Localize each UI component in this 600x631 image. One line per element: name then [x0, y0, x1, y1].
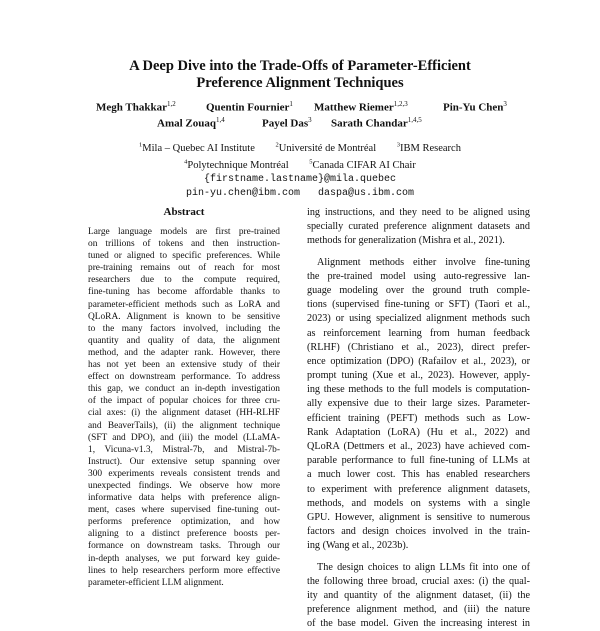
text-line: a much lower cost. This has enabled researchers — [307, 469, 530, 481]
email-line-2: pin-yu.chen@ibm.com daspa@us.ibm.com — [185, 188, 415, 199]
text-line: tions (supervised fine-tuning or SFT) (Taori et al., — [307, 299, 530, 311]
text-line: fine-tuning has become affordable thanks to — [88, 287, 280, 298]
text-line: ence optimization (DPO) (Rafailov et al., 2023), or — [307, 355, 530, 367]
affiliation-line-2 — [0, 156, 600, 174]
text-line: unexpected findings. We observe how more — [88, 480, 280, 491]
author: Pin-Yu Chen$^3$ — [443, 100, 507, 114]
text-line: method, and the adapter rank. However, there — [88, 347, 280, 358]
author-row-1 — [0, 96, 600, 112]
abstract-heading: Abstract — [163, 206, 205, 218]
text-line: Instruct). Our extensive setup spanning over — [88, 456, 280, 467]
text-line: the pre-trained model using auto-regressive lan- — [307, 270, 530, 282]
text-line: Rank Adaptation (LoRA) (Hu et al., 2022) and — [307, 426, 530, 438]
title-line-1: A Deep Dive into the Trade-Offs of Parameter-Efficient — [129, 58, 471, 74]
text-line: this gap, we conduct an in-depth investigation — [88, 384, 280, 395]
text-line: parameter-efficient methods such as LoRA and — [88, 299, 280, 310]
author: Quentin Fournier$^1$ — [206, 100, 293, 114]
text-line: on trillions of tokens and then instruction- — [88, 239, 280, 250]
text-line: pre-training remains out of reach for most — [88, 263, 280, 274]
author: Amal Zouaq$^{1,4}$ — [157, 116, 225, 130]
text-line: in-depth analyses, we put forward key guide- — [88, 553, 280, 564]
text-line: efficient training (PEFT) methods such as Low- — [307, 412, 530, 424]
title-line-2: Preference Alignment Techniques — [196, 75, 404, 91]
text-line: ment, cases where supervised fine-tuning out- — [88, 505, 280, 516]
text-line: researchers due to the compute required, — [88, 275, 280, 286]
author-row-2 — [0, 112, 600, 128]
text-line: GPU. However, alignment is sensitive to numerous — [307, 511, 530, 523]
text-line: 300 experiments reveals consistent trends and — [88, 468, 280, 479]
paragraph-gap — [307, 554, 530, 561]
author: Megh Thakkar$^{1,2}$ — [96, 100, 176, 114]
affiliation: $^1$Mila – Quebec AI Institute — [139, 141, 255, 154]
text-line: (RLHF) (Christiano et al., 2023), direct prefer- — [307, 341, 530, 353]
text-line: Large language models are first pre-trained — [88, 227, 280, 237]
text-line: and BeaverTails), (ii) the alignment technique — [88, 420, 280, 431]
text-line: ally expensive due to their large sizes. Parameter- — [307, 398, 530, 410]
text-line: Alignment methods either involve fine-tuning — [317, 256, 530, 268]
text-line: informative data helps with preference align- — [88, 493, 280, 504]
text-line: 2023) or using specialized alignment methods such — [307, 313, 530, 325]
text-line: ing (Wang et al., 2023b). — [307, 540, 409, 552]
text-line: quantity and quality of data, the alignment — [88, 335, 280, 346]
text-line: The design choices to align LLMs fit into one of — [317, 561, 530, 573]
author: Sarath Chandar$^{1,4,5}$ — [331, 116, 422, 130]
affiliation: $^4$Polytechnique Montréal — [184, 158, 289, 171]
affiliation: $^5$Canada CIFAR AI Chair — [309, 158, 416, 171]
text-line: guage modeling over the ground truth comple- — [307, 284, 530, 296]
email-line-1: {firstname.lastname}@mila.quebec — [203, 174, 397, 185]
text-line: (SFT and DPO), and (iii) the model (LLaMA- — [88, 432, 280, 443]
abstract-body — [88, 226, 280, 589]
text-line: specially curated preference alignment datasets and — [307, 221, 530, 233]
text-line: as reinforcement learning from human feedback — [307, 327, 530, 339]
right-column-body — [307, 206, 530, 631]
text-line: ity and quantity of the alignment dataset, (ii) the — [307, 589, 530, 601]
paper-title — [0, 58, 600, 92]
text-line: of the base model. Given the increasing interest in — [307, 618, 530, 630]
text-line: QLoRA (Dettmers et al., 2023) have achieved com- — [307, 441, 530, 452]
text-line: performs preference optimization, and how — [88, 517, 280, 528]
affiliation: $^2$Université de Montréal — [275, 141, 377, 154]
text-line: QLoRA. Alignment is known to be sensitive — [88, 311, 280, 322]
text-line: parameter-efficient LLM alignment. — [88, 577, 224, 588]
affiliation: $^3$IBM Research — [396, 141, 461, 154]
text-line: effect on downstream performance. To address — [88, 372, 280, 383]
text-line: cial axes: (i) the alignment dataset (HH-RLHF — [88, 408, 280, 419]
affiliations — [0, 138, 600, 201]
text-line: 1, Vicuna-v1.3, Mistral-7b, and Mistral-7b- — [88, 444, 280, 455]
text-line: has not yet been an extensive study of their — [88, 360, 280, 371]
paragraph-gap — [307, 249, 530, 256]
text-line: prompt tuning (Xue et al., 2023). However, apply- — [307, 370, 530, 382]
text-line: of the impact of popular choices for three cru- — [88, 396, 280, 407]
text-line: ing instructions, and they need to be aligned using — [307, 207, 530, 218]
text-line: methods, and models on systems with a single — [307, 497, 530, 509]
affiliation-line-1 — [0, 138, 600, 156]
text-line: lines to help researchers perform more effective — [88, 565, 280, 576]
text-line: ing these methods to the full models is computation- — [307, 384, 530, 396]
text-line: aligning to a distinct preference boosts per- — [88, 529, 280, 540]
text-line: to the many factors involved, including the — [88, 323, 280, 334]
text-line: preference alignment method, and (iii) the nature — [307, 604, 530, 616]
text-line: to experiment with preference alignment datasets, — [307, 483, 530, 495]
text-line: factors and design choices involved in the train- — [307, 526, 530, 538]
text-line: the following three broad, crucial axes: (i) the qual- — [307, 575, 530, 587]
author-list — [0, 96, 600, 128]
text-line: tuned or aligned to specific preferences. While — [88, 251, 280, 262]
text-line: formance on downstream tasks. Through our — [88, 541, 280, 552]
text-line: methods for generalization (Mishra et al., 2021). — [307, 235, 505, 247]
author: Payel Das$^3$ — [262, 116, 312, 130]
text-line: parable performance to full fine-tuning of LLMs at — [307, 455, 530, 467]
author: Matthew Riemer$^{1,2,3}$ — [314, 100, 408, 114]
